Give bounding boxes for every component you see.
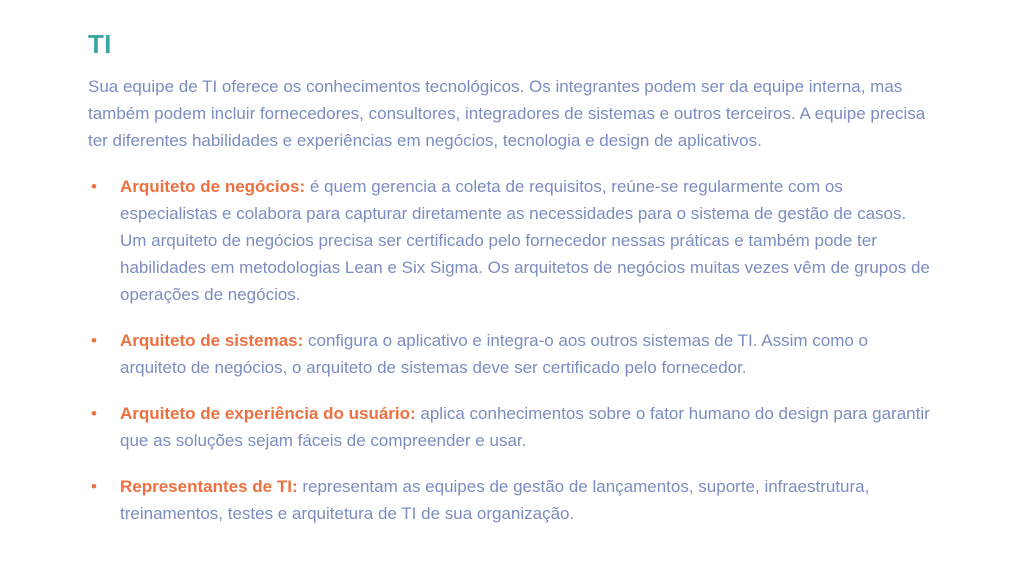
list-item bbox=[88, 400, 936, 454]
role-term: Arquiteto de experiência do usuário: bbox=[120, 404, 416, 423]
role-entry bbox=[120, 173, 936, 308]
roles-list bbox=[88, 173, 936, 527]
bullet-icon: • bbox=[91, 331, 97, 350]
role-entry bbox=[120, 400, 936, 454]
role-description: aplica conhecimentos sobre o fator humano do design para garantir que as soluções sejam fáceis de compreender e usar. bbox=[120, 404, 930, 450]
page-title: TI bbox=[88, 29, 112, 59]
bullet-icon: • bbox=[91, 177, 97, 196]
intro-paragraph: Sua equipe de TI oferece os conhecimentos tecnológicos. Os integrantes podem ser da equipe interna, mas também podem incluir fornecedores, consultores, integradores de sistemas e outros terceiros. A equipe precisa ter diferentes habilidades e experiências em negócios, tecnologia e design de aplicativos. bbox=[88, 77, 926, 150]
role-term: Arquiteto de sistemas: bbox=[120, 331, 304, 350]
bullet-icon: • bbox=[91, 404, 97, 423]
role-term: Arquiteto de negócios: bbox=[120, 177, 306, 196]
role-entry bbox=[120, 327, 936, 381]
role-description: configura o aplicativo e integra-o aos outros sistemas de TI. Assim como o arquiteto de negócios, o arquiteto de sistemas deve ser certificado pelo fornecedor. bbox=[120, 331, 869, 377]
bullet-icon: • bbox=[91, 477, 97, 496]
role-description: representam as equipes de gestão de lançamentos, suporte, infraestrutura, treinamentos, testes e arquitetura de TI de sua organização. bbox=[120, 477, 870, 523]
role-entry bbox=[120, 473, 936, 527]
role-description: é quem gerencia a coleta de requisitos, reúne-se regularmente com os especialistas e colabora para capturar diretamente as necessidades para o sistema de gestão de casos. Um arquiteto de negócios precisa ser certificado pelo fornecedor nessas práticas e também pode ter habilidades em metodologias Lean e Six Sigma. Os arquitetos de negócios muitas vezes vêm de grupos de operações de negócios. bbox=[120, 177, 930, 304]
list-item bbox=[88, 473, 936, 527]
list-item bbox=[88, 173, 936, 308]
list-item bbox=[88, 327, 936, 381]
role-term: Representantes de TI: bbox=[120, 477, 298, 496]
